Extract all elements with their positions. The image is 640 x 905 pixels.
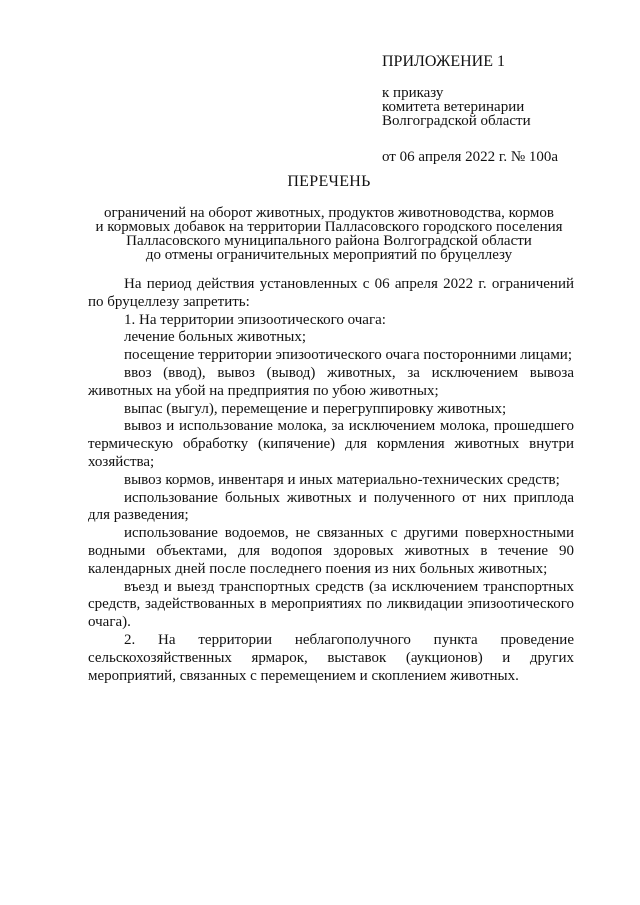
list-item: вывоз кормов, инвентаря и иных материально-технических средств; bbox=[124, 471, 560, 488]
section-heading: 1. На территории эпизоотического очага: bbox=[124, 311, 386, 328]
list-item: использование водоемов, не связанных с другими поверхностными водными объектами, для водопоя здоровых животных в течение 90 календарных дней после последнего поения из них больных животных; bbox=[88, 525, 574, 577]
document-body bbox=[88, 276, 574, 685]
appendix-block bbox=[382, 52, 622, 166]
appendix-line: комитета ветеринарии bbox=[382, 99, 525, 115]
list-item: ввоз (ввод), вывоз (вывод) животных, за исключением вывоза животных на убой на предприятия по убою животных; bbox=[88, 364, 574, 399]
section-paragraph: 2. На территории неблагополучного пункта проведение сельскохозяйственных ярмарок, выставок (аукционов) и других мероприятий, связанных с перемещением и скоплением животных. bbox=[88, 631, 574, 684]
appendix-title: ПРИЛОЖЕНИЕ 1 bbox=[382, 53, 506, 70]
document-heading bbox=[60, 172, 598, 262]
list-item: въезд и выезд транспортных средств (за исключением транспортных средств, задействованных в мероприятиях по ликвидации эпизоотического очага). bbox=[88, 578, 574, 631]
heading-line: до отмены ограничительных мероприятий по бруцеллезу bbox=[145, 247, 513, 263]
appendix-line: к приказу bbox=[382, 85, 444, 101]
list-item: выпас (выгул), перемещение и перегруппировку животных; bbox=[124, 400, 507, 417]
document-title: ПЕРЕЧЕНЬ bbox=[287, 173, 371, 190]
appendix-line: Волгоградской области bbox=[382, 113, 531, 129]
heading-line: ограничений на оборот животных, продуктов животноводства, кормов bbox=[104, 205, 554, 221]
list-item: вывоз и использование молока, за исключением молока, прошедшего термическую обработку (кипячение) для кормления животных внутри хозяйства; bbox=[88, 418, 574, 470]
intro-paragraph: На период действия установленных с 06 апреля 2022 г. ограничений по бруцеллезу запретить: bbox=[88, 276, 574, 310]
heading-line: Палласовского муниципального района Волгоградской области bbox=[126, 233, 532, 249]
heading-line: и кормовых добавок на территории Палласовского городского поселения bbox=[95, 219, 563, 235]
list-item: лечение больных животных; bbox=[124, 329, 307, 346]
list-item: использование больных животных и полученного от них приплода для разведения; bbox=[88, 489, 574, 524]
list-item: посещение территории эпизоотического очага посторонними лицами; bbox=[124, 347, 573, 364]
order-date: от 06 апреля 2022 г. № 100а bbox=[382, 149, 559, 165]
